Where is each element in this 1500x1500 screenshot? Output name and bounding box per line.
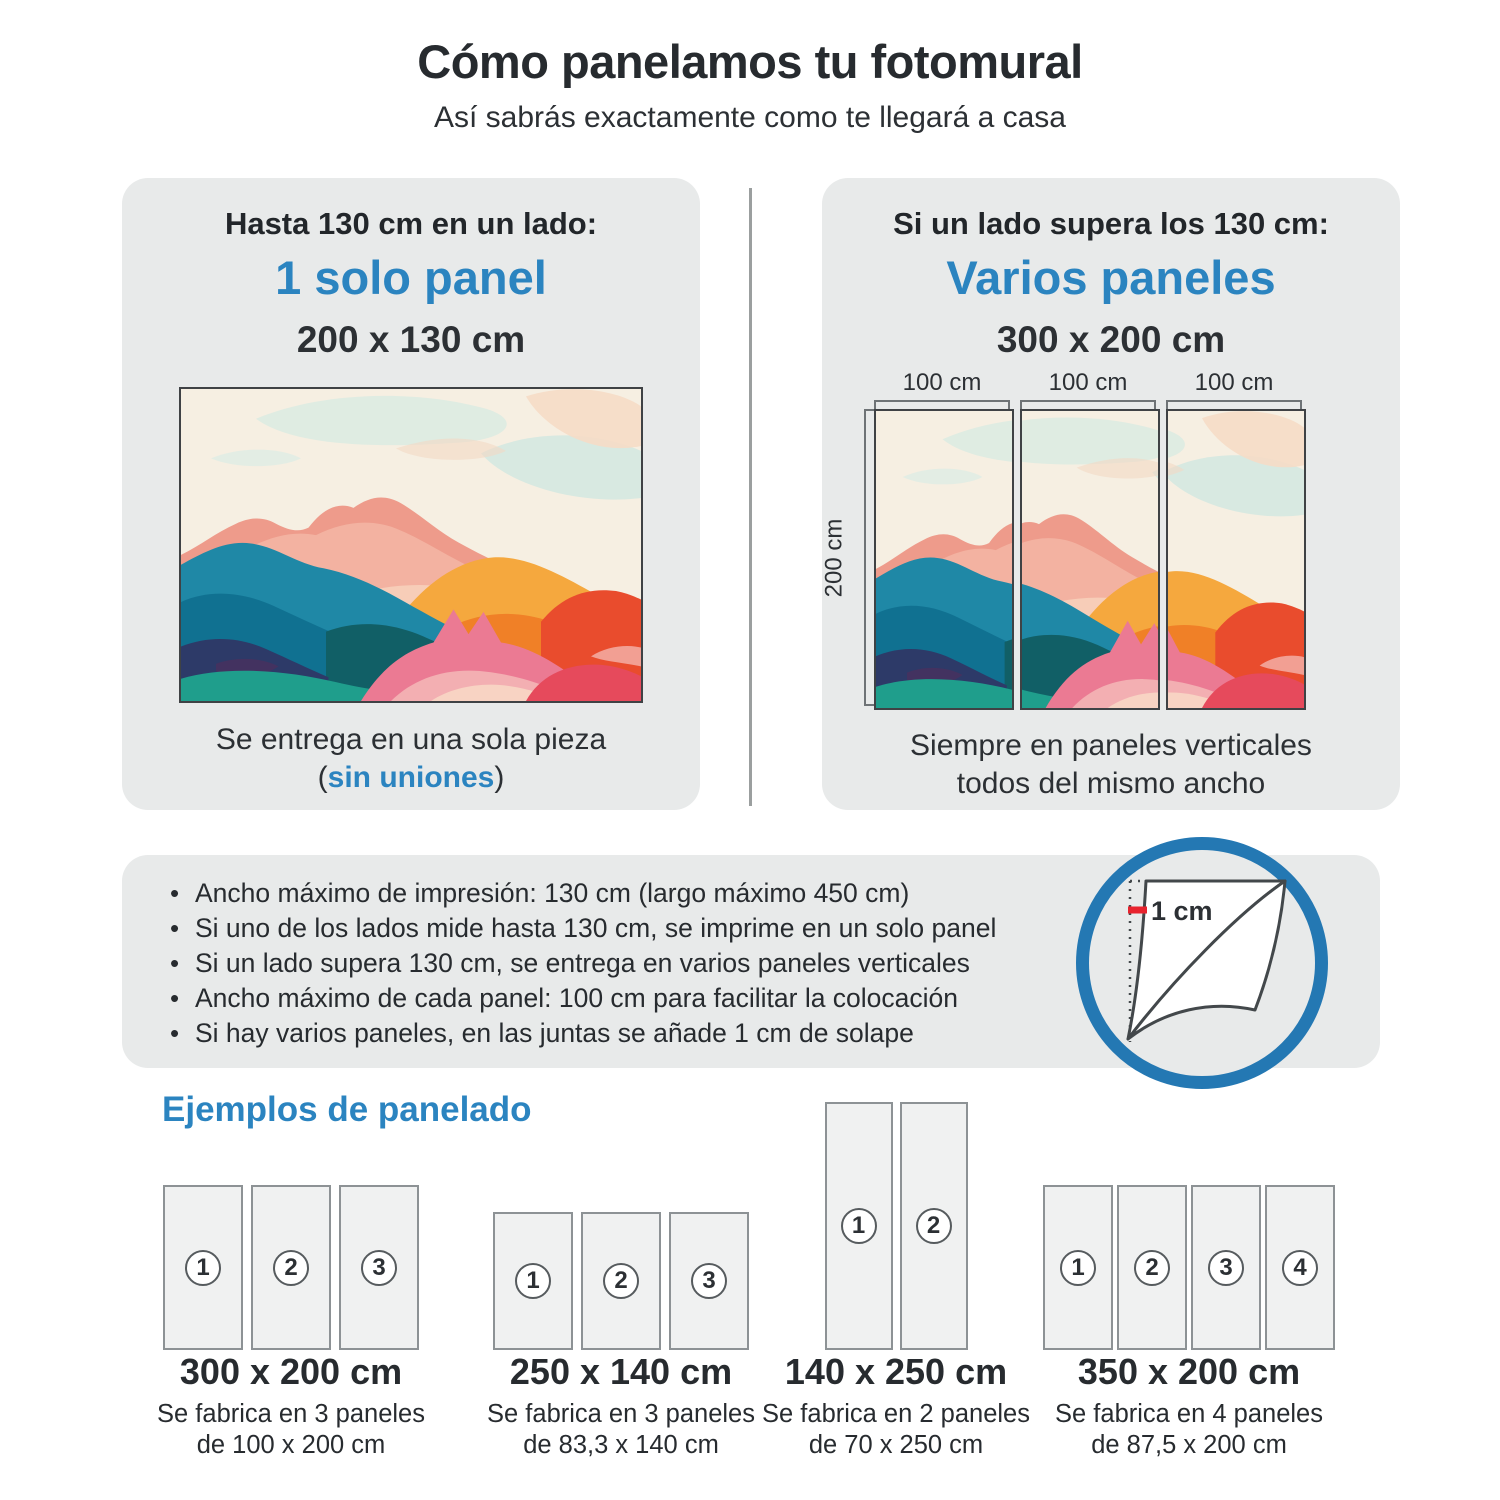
multi-panel-diagram: [822, 367, 1400, 715]
mural-panel-slice-1: [874, 409, 1014, 710]
width-dim-label-3: 100 cm: [1194, 369, 1274, 396]
multi-panel-card: [822, 178, 1400, 810]
panel-number: 1: [515, 1263, 551, 1299]
panel: [163, 1185, 243, 1350]
width-dim-line-3: [1166, 400, 1302, 402]
width-dim-line-2: [1020, 400, 1156, 402]
example-size: 300 x 200 cm: [179, 1351, 403, 1392]
single-panel-mural-image: [179, 387, 643, 703]
multi-panel-footer-line1: Siempre en paneles verticales: [910, 729, 1312, 762]
panel-number: 2: [603, 1263, 639, 1299]
paren-open: (: [317, 761, 328, 794]
cards-divider: [749, 188, 752, 806]
multi-panel-size: 300 x 200 cm: [996, 319, 1226, 360]
single-panel-footer: [122, 721, 700, 797]
single-panel-size: 200 x 130 cm: [296, 319, 526, 360]
panel: [900, 1102, 968, 1350]
overlap-detail-badge: [1076, 837, 1328, 1089]
multi-panel-footer: [822, 727, 1400, 803]
panel: [1117, 1185, 1187, 1350]
page-title: Cómo panelamos tu fotomural: [417, 35, 1083, 88]
note-item: • Ancho máximo de cada panel: 100 cm para facilitar la colocación: [168, 981, 1380, 1016]
example-350x200: [1039, 1085, 1339, 1500]
example-desc: Se fabrica en 4 paneles de 87,5 x 200 cm: [1055, 1400, 1323, 1459]
example-size: 140 x 250 cm: [784, 1351, 1008, 1392]
panel: [1191, 1185, 1261, 1350]
multi-panel-headline: Varios paneles: [946, 251, 1276, 304]
single-panel-footer-highlight: sin uniones: [327, 761, 495, 794]
panel: [1043, 1185, 1113, 1350]
example-300x200: [141, 1085, 441, 1500]
multi-panel-footer-line2: todos del mismo ancho: [956, 767, 1266, 800]
note-item: • Si hay varios paneles, en las juntas se añade 1 cm de solape: [168, 1016, 1380, 1051]
paren-close: ): [494, 761, 505, 794]
multi-panel-condition: Si un lado supera los 130 cm:: [893, 206, 1329, 241]
example-panels: [471, 1212, 771, 1350]
panel: [1265, 1185, 1335, 1350]
panel-number: 1: [841, 1208, 877, 1244]
example-panels: [1039, 1185, 1339, 1350]
panel-number: 3: [361, 1250, 397, 1286]
panel-number: 2: [916, 1208, 952, 1244]
panel: [581, 1212, 661, 1350]
example-140x250: [746, 1085, 1046, 1500]
single-panel-headline: 1 solo panel: [275, 251, 547, 304]
panel-number: 3: [1208, 1250, 1244, 1286]
example-desc: Se fabrica en 2 paneles de 70 x 250 cm: [762, 1400, 1030, 1459]
panel: [339, 1185, 419, 1350]
panel-number: 4: [1282, 1250, 1318, 1286]
example-desc: Se fabrica en 3 paneles de 83,3 x 140 cm: [487, 1400, 755, 1459]
panel: [251, 1185, 331, 1350]
mural-panel-slice-3: [1166, 409, 1306, 710]
examples-heading: Ejemplos de panelado: [162, 1090, 532, 1129]
width-dim-label-2: 100 cm: [1048, 369, 1128, 396]
note-item: • Si un lado supera 130 cm, se entrega en varios paneles verticales: [168, 946, 1380, 981]
single-panel-condition: Hasta 130 cm en un lado:: [224, 206, 598, 241]
width-dim-line-1: [874, 400, 1010, 402]
panel-number: 3: [691, 1263, 727, 1299]
note-item: • Si uno de los lados mide hasta 130 cm, se imprime en un solo panel: [168, 911, 1380, 946]
single-panel-card: [122, 178, 700, 810]
page-curl-icon: [1089, 850, 1315, 1076]
panel: [669, 1212, 749, 1350]
page-subtitle: Así sabrás exactamente como te llegará a casa: [434, 101, 1066, 134]
mural-panel-slice-2: [1020, 409, 1160, 710]
width-dim-label-1: 100 cm: [902, 369, 982, 396]
example-size: 350 x 200 cm: [1077, 1351, 1301, 1392]
panel-number: 1: [185, 1250, 221, 1286]
example-desc: Se fabrica en 3 paneles de 100 x 200 cm: [157, 1400, 425, 1459]
overlap-label: 1 cm: [1151, 896, 1213, 926]
height-dim-label: 200 cm: [820, 518, 848, 597]
example-250x140: [471, 1085, 771, 1500]
height-dim-line: [864, 409, 866, 706]
example-panels: [141, 1185, 441, 1350]
panel-number: 2: [1134, 1250, 1170, 1286]
panel: [493, 1212, 573, 1350]
panel-number: 2: [273, 1250, 309, 1286]
example-panels: [746, 1102, 1046, 1350]
panel: [825, 1102, 893, 1350]
single-panel-footer-line1: Se entrega en una sola pieza: [215, 723, 607, 756]
panel-number: 1: [1060, 1250, 1096, 1286]
note-item: • Ancho máximo de impresión: 130 cm (largo máximo 450 cm): [168, 876, 1380, 911]
example-size: 250 x 140 cm: [509, 1351, 733, 1392]
